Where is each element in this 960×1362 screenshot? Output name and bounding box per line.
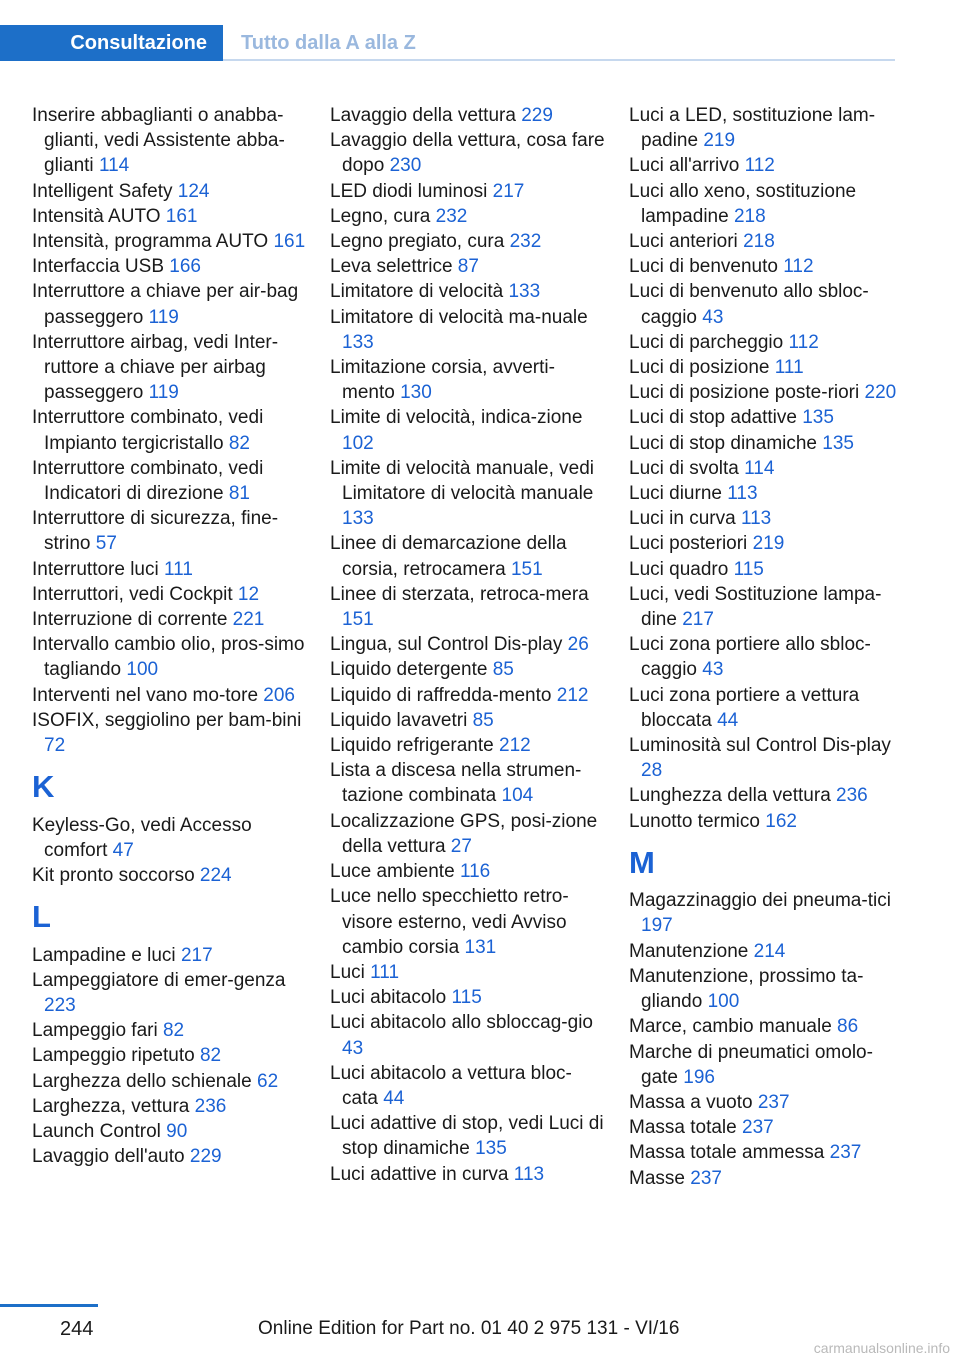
index-entry-term: Lingua, sul Control Dis‐play [330,634,563,656]
index-entry [629,557,899,582]
page-link[interactable]: 82 [228,432,250,454]
page-link[interactable]: 237 [742,1117,774,1139]
index-entry [330,405,605,455]
index-entry [629,1140,899,1165]
index-entry [629,632,899,682]
page-link[interactable]: 113 [740,508,772,530]
index-entry-term: Massa totale ammessa [629,1142,825,1164]
page-link[interactable]: 161 [273,231,306,253]
index-entry [32,632,307,682]
index-entry-term: Luci di posizione [629,357,770,379]
index-entry-term: Leva selettrice [330,256,453,278]
index-entry [330,456,605,532]
index-entry [32,607,307,632]
page-link[interactable]: 72 [44,735,66,757]
index-entry [330,809,605,859]
page-link[interactable]: 220 [864,382,897,404]
page-link[interactable]: 57 [95,533,117,555]
page-link[interactable]: 217 [492,180,525,202]
index-entry-term: Kit pronto soccorso [32,865,195,887]
index-entry [629,506,899,531]
index-letter-heading: K [32,769,55,805]
index-entry [32,229,307,254]
page-link[interactable]: 100 [707,991,740,1013]
index-entry-term: Luci di parcheggio [629,331,784,353]
page-link[interactable]: 217 [682,609,714,631]
index-entry [32,179,307,204]
page-link[interactable]: 166 [169,256,201,278]
index-entry [629,1014,899,1039]
index-entry [330,582,605,632]
index-entry [629,531,899,556]
index-entry-term: Liquido detergente [330,659,488,681]
index-entry [32,204,307,229]
page-link[interactable]: 151 [510,558,543,580]
index-entry-term: Marce, cambio manuale [629,1016,832,1038]
index-entry-term: Luci diurne [629,483,722,505]
index-entry-term: Luci abitacolo allo sbloccag‐gio [330,1012,593,1034]
page-link[interactable]: 43 [342,1037,364,1059]
index-entry [629,355,899,380]
index-entry-term: Interfaccia USB [32,256,164,278]
page-link[interactable]: 135 [802,407,834,429]
index-entry-term: Limitazione corsia, avverti‐mento [330,357,555,404]
index-entry [629,330,899,355]
index-entry-term: Lampeggio ripetuto [32,1045,195,1067]
index-entry-term: Massa totale [629,1117,737,1139]
index-entry [330,758,605,808]
page-link[interactable]: 162 [765,810,797,832]
index-entry-term: Keyless-Go, vedi Accesso comfort [32,814,252,861]
index-entry [330,179,605,204]
index-entry [629,229,899,254]
page-link[interactable]: 62 [257,1070,279,1092]
index-entry [330,229,605,254]
index-entry [330,657,605,682]
edition-info: Online Edition for Part no. 01 40 2 975 131 - VI/16 [258,1318,680,1339]
index-entry-term: Interruttore combinato, vedi Indicatori di direzione [32,457,264,505]
index-entry [330,632,605,657]
index-entry [629,179,899,229]
index-entry-term: Interruttori, vedi Cockpit [32,583,233,605]
index-entry [330,103,605,128]
page-link[interactable]: 82 [162,1020,185,1042]
page-link[interactable]: 212 [556,684,589,706]
index-entry-term: Limitatore di velocità [330,281,504,303]
index-entry-term: Luminosità sul Control Dis‐play [629,735,891,757]
page-link[interactable]: 214 [753,940,786,962]
page-link[interactable]: 229 [521,105,553,126]
index-entry [629,939,899,964]
watermark: carmanualsonline.info [813,1340,950,1356]
page-link[interactable]: 102 [342,432,374,454]
section-tab-consultazione[interactable]: Consultazione [0,25,223,61]
index-entry [629,279,899,329]
index-entry [32,1043,307,1068]
index-entry [629,456,899,481]
page-link[interactable]: 161 [165,205,198,227]
index-entry [330,1061,605,1111]
page-link[interactable]: 47 [112,839,134,861]
page-link[interactable]: 111 [164,558,193,580]
page-link[interactable]: 135 [475,1138,507,1160]
index-letter-heading: M [629,844,655,880]
index-entry-term: Luci a LED, sostituzione lam‐padine [629,105,876,152]
index-entry-term: Manutenzione [629,940,749,962]
page-link[interactable]: 43 [702,306,724,328]
index-entry-term: Intervallo cambio olio, pros‐simo tagliando [32,634,305,681]
index-entry-term: Luci anteriori [629,231,738,253]
index-entry [32,1119,307,1144]
index-entry-term: Limite di velocità manuale, vedi Limitatore di velocità manuale [330,457,595,505]
index-entry-term: Luce nello specchietto retro‐visore esterno, vedi Avviso cambio corsia [330,886,569,958]
index-entry-term: Launch Control [32,1121,161,1143]
index-entry [629,380,899,405]
page-link[interactable]: 112 [744,155,775,177]
index-entry [330,985,605,1010]
page-link[interactable]: 219 [752,533,785,555]
index-entry [32,863,307,888]
index-entry-term: Lavaggio della vettura [330,105,516,126]
index-entry-term: Interruzione di corrente [32,609,228,631]
index-entry-term: Lunghezza della vettura [629,785,831,807]
index-entry [330,355,605,405]
page-link[interactable]: 114 [744,457,775,479]
index-entry [330,683,605,708]
index-entry [32,1069,307,1094]
index-entry [629,1040,899,1090]
page-link[interactable]: 113 [513,1163,545,1185]
index-entry-term: Lista a discesa nella strumen‐tazione combinata [330,760,582,807]
page-link[interactable]: 212 [499,735,531,757]
index-entry-term: Luci [330,961,365,983]
index-entry [629,888,899,938]
index-entry-term: Marche di pneumatici omolo‐gate [629,1041,873,1088]
index-entry [32,405,307,455]
index-entry-term: Lunotto termico [629,810,760,832]
page-link[interactable]: 100 [126,659,159,681]
index-entry [629,1090,899,1115]
index-entry [330,279,605,304]
index-entry-term: Liquido refrigerante [330,735,494,757]
page-link[interactable]: 151 [342,609,374,631]
index-entry [629,809,899,834]
page-link[interactable]: 223 [44,995,76,1017]
page-link[interactable]: 236 [194,1095,227,1117]
page-link[interactable]: 113 [727,483,758,505]
index-entry-term: Magazzinaggio dei pneuma‐tici [629,890,891,912]
index-entry [32,968,307,1018]
index-entry-term: Legno pregiato, cura [330,231,505,253]
index-column-2 [330,103,605,1187]
index-entry [330,960,605,985]
index-entry [330,531,605,581]
page-link[interactable]: 111 [370,961,400,983]
index-entry [629,582,899,632]
index-entry [32,683,307,708]
index-entry-term: Interruttore a chiave per air‐bag passeggero [32,281,299,328]
index-entry [330,733,605,758]
index-entry [629,481,899,506]
index-entry-term: Liquido di raffredda‐mento [330,684,552,706]
index-entry [629,153,899,178]
page-link[interactable]: 104 [501,785,534,807]
index-entry [330,128,605,178]
page-link[interactable]: 224 [199,865,232,887]
page-link[interactable]: 135 [822,432,854,454]
page-link[interactable]: 86 [837,1016,859,1038]
index-entry [330,1010,605,1060]
index-entry-term: Intensità, programma AUTO [32,231,269,253]
page-link[interactable]: 124 [177,180,210,202]
index-entry-term: Lavaggio della vettura, cosa fare dopo [330,130,605,177]
page-link[interactable]: 237 [757,1091,790,1113]
page-link[interactable]: 133 [508,281,541,303]
page-link[interactable]: 81 [228,483,250,505]
index-entry [330,204,605,229]
index-entry [32,813,307,863]
index-entry-term: Interruttore luci [32,558,159,580]
page-link[interactable]: 206 [263,684,295,706]
page-link[interactable]: 116 [459,861,491,883]
index-entry-term: Luci abitacolo a vettura bloc‐cata [330,1062,572,1109]
index-letter-heading: L [32,899,51,935]
page-header [0,25,895,61]
index-entry [32,1094,307,1119]
index-entry-term: Luci di stop adattive [629,407,797,429]
page-link[interactable]: 111 [774,357,804,379]
index-entry [629,1115,899,1140]
index-entry-term: Luci all'arrivo [629,155,740,177]
page-link[interactable]: 119 [148,382,179,404]
index-entry [629,405,899,430]
page-link[interactable]: 131 [464,936,497,958]
index-entry [330,1111,605,1161]
page-link[interactable]: 237 [690,1167,722,1189]
index-entry-term: Lampeggio fari [32,1020,158,1042]
index-entry-term: Luci di benvenuto allo sbloc‐caggio [629,281,869,328]
index-entry-term: Legno, cura [330,205,431,227]
index-entry [32,708,307,758]
page-link[interactable]: 82 [199,1045,222,1067]
index-entry-term: Luci zona portiere a vettura bloccata [629,684,860,731]
index-entry-term: Luce ambiente [330,861,455,883]
page-link[interactable]: 115 [451,987,482,1009]
index-entry [330,305,605,355]
page-link[interactable]: 197 [641,915,673,937]
page-link[interactable]: 236 [836,785,868,807]
page-link[interactable]: 44 [717,709,739,731]
index-entry-term: Interruttore airbag, vedi Inter‐ruttore a chiave per airbag passeggero [32,331,279,404]
index-entry-term: Masse [629,1167,685,1189]
index-entry-term: Luci quadro [629,558,729,580]
index-entry-term: Luci adattive di stop, vedi Luci di stop dinamiche [330,1113,604,1160]
page-link[interactable]: 218 [733,205,766,227]
page-link[interactable]: 43 [702,659,724,681]
index-entry [32,943,307,968]
index-entry-term: Manutenzione, prossimo ta‐gliando [629,965,864,1013]
page-link[interactable]: 44 [383,1087,405,1109]
page-link[interactable]: 115 [733,558,764,580]
index-entry [629,254,899,279]
page-link[interactable]: 232 [509,231,542,253]
page-link[interactable]: 114 [98,155,130,177]
index-column-3 [629,103,899,1191]
index-entry [32,557,307,582]
page-link[interactable]: 112 [788,331,819,353]
index-entry-term: LED diodi luminosi [330,180,488,202]
index-entry-term: Intelligent Safety [32,180,173,202]
index-entry [629,683,899,733]
index-entry-term: Luci di stop dinamiche [629,432,817,454]
index-entry-term: Liquido lavavetri [330,709,468,731]
index-entry [629,733,899,783]
page-link[interactable]: 130 [400,382,432,404]
header-divider [223,59,895,61]
page-link[interactable]: 85 [492,659,514,681]
index-entry-term: Interventi nel vano mo‐tore [32,684,259,706]
index-entry [330,859,605,884]
index-entry-term: Luci allo xeno, sostituzione lampadine [629,180,857,227]
index-entry [629,431,899,456]
page-link[interactable]: 27 [450,835,472,857]
index-entry-term: Intensità AUTO [32,205,161,227]
index-entry [32,1144,307,1169]
page-link[interactable]: 229 [189,1146,222,1168]
index-entry-term: Localizzazione GPS, posi‐zione della vettura [330,810,598,857]
index-entry [32,506,307,556]
index-entry-term: Massa a vuoto [629,1091,753,1113]
index-entry [32,330,307,406]
index-entry [32,1018,307,1043]
index-entry [330,254,605,279]
index-entry [629,1166,899,1191]
index-entry-term: Larghezza, vettura [32,1095,190,1117]
index-entry-term: Luci, vedi Sostituzione lampa‐dine [629,583,882,631]
index-entry-term: Lavaggio dell'auto [32,1146,185,1168]
index-column-1 [32,103,307,1170]
index-entry-term: Linee di sterzata, retroca‐mera [330,583,589,605]
index-entry [629,783,899,808]
index-entry-term: Interruttore combinato, vedi Impianto tergicristallo [32,407,264,454]
index-entry-term: Inserire abbaglianti o anabba‐glianti, vedi Assistente abba‐glianti [32,105,285,177]
index-entry [330,884,605,960]
page-link[interactable]: 90 [166,1121,188,1143]
index-entry [32,254,307,279]
index-entry [330,708,605,733]
index-entry-term: Luci di benvenuto [629,256,778,278]
index-entry-term: Limitatore di velocità ma‐nuale [330,306,588,328]
page-link[interactable]: 218 [743,231,775,253]
page-link[interactable]: 219 [703,130,736,152]
index-entry-term: Luci in curva [629,508,736,530]
index-entry [330,1162,605,1187]
page-link[interactable]: 237 [829,1142,862,1164]
section-tab-az[interactable]: Tutto dalla A alla Z [241,31,416,54]
page-link[interactable]: 12 [237,583,260,605]
page-link[interactable]: 26 [567,634,589,656]
page-link[interactable]: 232 [435,205,468,227]
page-link[interactable]: 196 [683,1066,715,1088]
page-link[interactable]: 217 [180,944,213,966]
index-entry-term: Luci adattive in curva [330,1163,509,1185]
footer-accent-line [0,1304,98,1307]
index-entry-term: Linee di demarcazione della corsia, retrocamera [330,533,567,580]
page-link[interactable]: 230 [389,155,422,177]
index-entry-term: Luci abitacolo [330,987,447,1009]
index-entry [32,103,307,179]
index-entry-term: Limite di velocità, indica‐zione [330,407,583,429]
index-entry-term: Larghezza dello schienale [32,1070,252,1092]
index-entry-term: Luci di svolta [629,457,739,479]
index-entry-term: Interruttore di sicurezza, fine‐strino [32,508,279,555]
index-entry-term: Lampeggiatore di emer‐genza [32,969,286,991]
index-entry-term: Luci zona portiere allo sbloc‐caggio [629,634,871,681]
page-link[interactable]: 133 [342,508,374,530]
page-link[interactable]: 28 [641,760,663,782]
page-number: 244 [60,1318,94,1340]
index-entry-term: ISOFIX, seggiolino per bam‐bini [32,709,302,731]
index-entry-term: Lampadine e luci [32,944,176,966]
page-link[interactable]: 87 [457,256,479,278]
page-link[interactable]: 221 [232,609,265,631]
page-link[interactable]: 85 [472,709,494,731]
page-link[interactable]: 119 [148,306,179,328]
index-entry [32,582,307,607]
page-link[interactable]: 133 [342,331,374,353]
index-entry-term: Luci di posizione poste‐riori [629,382,860,404]
index-entry [629,964,899,1014]
index-entry [629,103,899,153]
index-entry-term: Luci posteriori [629,533,748,555]
index-entry [32,456,307,506]
page-link[interactable]: 112 [783,256,814,278]
index-entry [32,279,307,329]
